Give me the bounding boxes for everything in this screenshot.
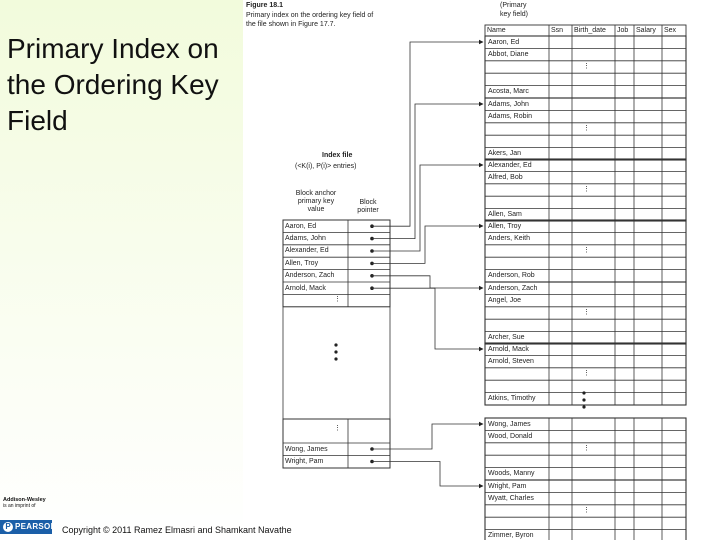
data-record-name: Abbot, Diane: [488, 50, 529, 58]
data-block-box: [485, 159, 686, 221]
data-block-ellipsis: ⋮: [583, 185, 590, 193]
pointer-line: [372, 288, 483, 349]
pointer-line: [372, 462, 483, 487]
index-tail-ellipsis: ⋮: [334, 425, 341, 432]
data-record-name: Angel, Joe: [488, 296, 522, 304]
data-block-ellipsis: ⋮: [583, 62, 590, 70]
index-column-pointer-header: Block pointer: [357, 199, 379, 214]
data-record-name: Woods, Manny: [488, 470, 535, 478]
pointer-line: [372, 104, 483, 239]
figure-caption-line1: Primary index on the ordering key field of: [246, 12, 374, 19]
index-ellipsis: ⋮: [334, 296, 341, 304]
data-record-name: Atkins, Timothy: [488, 395, 536, 403]
ellipsis-dot: [582, 405, 585, 408]
pearson-wordmark: PEARSON: [15, 522, 57, 531]
data-record-name: Aaron, Ed: [488, 38, 520, 46]
data-block-box: [485, 343, 686, 405]
data-record-name: Adams, John: [488, 100, 529, 108]
data-block-box: [485, 98, 686, 160]
data-block-box: [485, 418, 686, 480]
publisher-name: Addison-Wesley: [3, 497, 46, 503]
pointer-line: [372, 424, 483, 449]
data-block-box: [485, 36, 686, 98]
data-record-name: Alfred, Bob: [488, 173, 523, 181]
index-entry-key: Anderson, Zach: [285, 272, 335, 280]
ellipsis-dot: [582, 391, 585, 394]
data-record-name: Zimmer, Byron: [488, 532, 534, 540]
index-tail-box: [283, 419, 390, 468]
data-record-name: Anderson, Zach: [488, 284, 538, 292]
index-entry-key: Aaron, Ed: [285, 222, 317, 230]
data-record-name: Wyatt, Charles: [488, 494, 534, 502]
index-entry-key: Alexander, Ed: [285, 247, 329, 255]
data-record-name: Wood, Donald: [488, 432, 533, 440]
figure-caption-line2: the file shown in Figure 17.7.: [246, 21, 336, 28]
data-record-name: Allen, Troy: [488, 222, 522, 230]
data-block-box: [485, 282, 686, 344]
data-block-box: [485, 220, 686, 282]
pearson-p-icon: P: [3, 522, 13, 532]
data-record-name: Arnold, Steven: [488, 357, 534, 365]
index-tail-entry-key: Wong, James: [285, 445, 328, 453]
primary-key-label-line2: key field): [500, 11, 529, 18]
data-block-ellipsis: ⋮: [583, 444, 590, 452]
data-block-ellipsis: ⋮: [583, 369, 590, 377]
data-record-name: Adams, Robin: [488, 112, 532, 120]
data-column-header: Ssn: [551, 27, 564, 34]
data-record-name: Acosta, Marc: [488, 88, 529, 96]
ellipsis-dot: [334, 357, 337, 360]
publisher-subtitle: is an imprint of: [3, 503, 36, 509]
data-record-name: Archer, Sue: [488, 334, 525, 342]
data-column-header: Sex: [664, 27, 677, 34]
data-record-name: Arnold, Mack: [488, 345, 529, 353]
data-column-header: Job: [617, 27, 629, 34]
data-block-ellipsis: ⋮: [583, 308, 590, 316]
pointer-line: [372, 165, 483, 251]
index-tail-entry-key: Wright, Pam: [285, 458, 324, 465]
index-entry-key: Arnold, Mack: [285, 284, 326, 292]
index-entry-key: Adams, John: [285, 234, 326, 242]
data-record-name: Anderson, Rob: [488, 272, 535, 280]
primary-key-label-line1: (Primary: [500, 2, 527, 9]
slide-title: Primary Index on the Ordering Key Field: [7, 33, 219, 136]
data-column-header: Name: [487, 27, 506, 34]
index-entry-key: Allen, Troy: [285, 259, 319, 267]
copyright-footer: Copyright © 2011 Ramez Elmasri and Shamkant Navathe: [62, 525, 292, 535]
data-column-header: Salary: [636, 27, 656, 34]
figure-number: Figure 18.1: [246, 2, 283, 9]
data-record-name: Wong, James: [488, 420, 531, 428]
data-block-box: [485, 480, 686, 540]
data-header-box: [485, 25, 686, 36]
data-block-ellipsis: ⋮: [583, 124, 590, 132]
data-record-name: Wright, Pam: [488, 482, 527, 490]
ellipsis-dot: [334, 350, 337, 353]
data-block-ellipsis: ⋮: [583, 506, 590, 514]
ellipsis-dot: [582, 398, 585, 401]
ellipsis-dot: [334, 343, 337, 346]
pointer-line: [372, 42, 483, 226]
data-block-ellipsis: ⋮: [583, 246, 590, 254]
data-record-name: Allen, Sam: [488, 211, 522, 219]
data-column-header: Birth_date: [574, 27, 606, 34]
data-record-name: Anders, Keith: [488, 234, 531, 242]
index-file-title: Index file: [322, 152, 353, 159]
data-record-name: Alexander, Ed: [488, 161, 532, 169]
index-column-key-header: Block anchor primary key value: [295, 190, 337, 213]
data-record-name: Akers, Jan: [488, 150, 522, 158]
index-file-subtitle: (<K(i), P(i)> entries): [295, 163, 357, 170]
